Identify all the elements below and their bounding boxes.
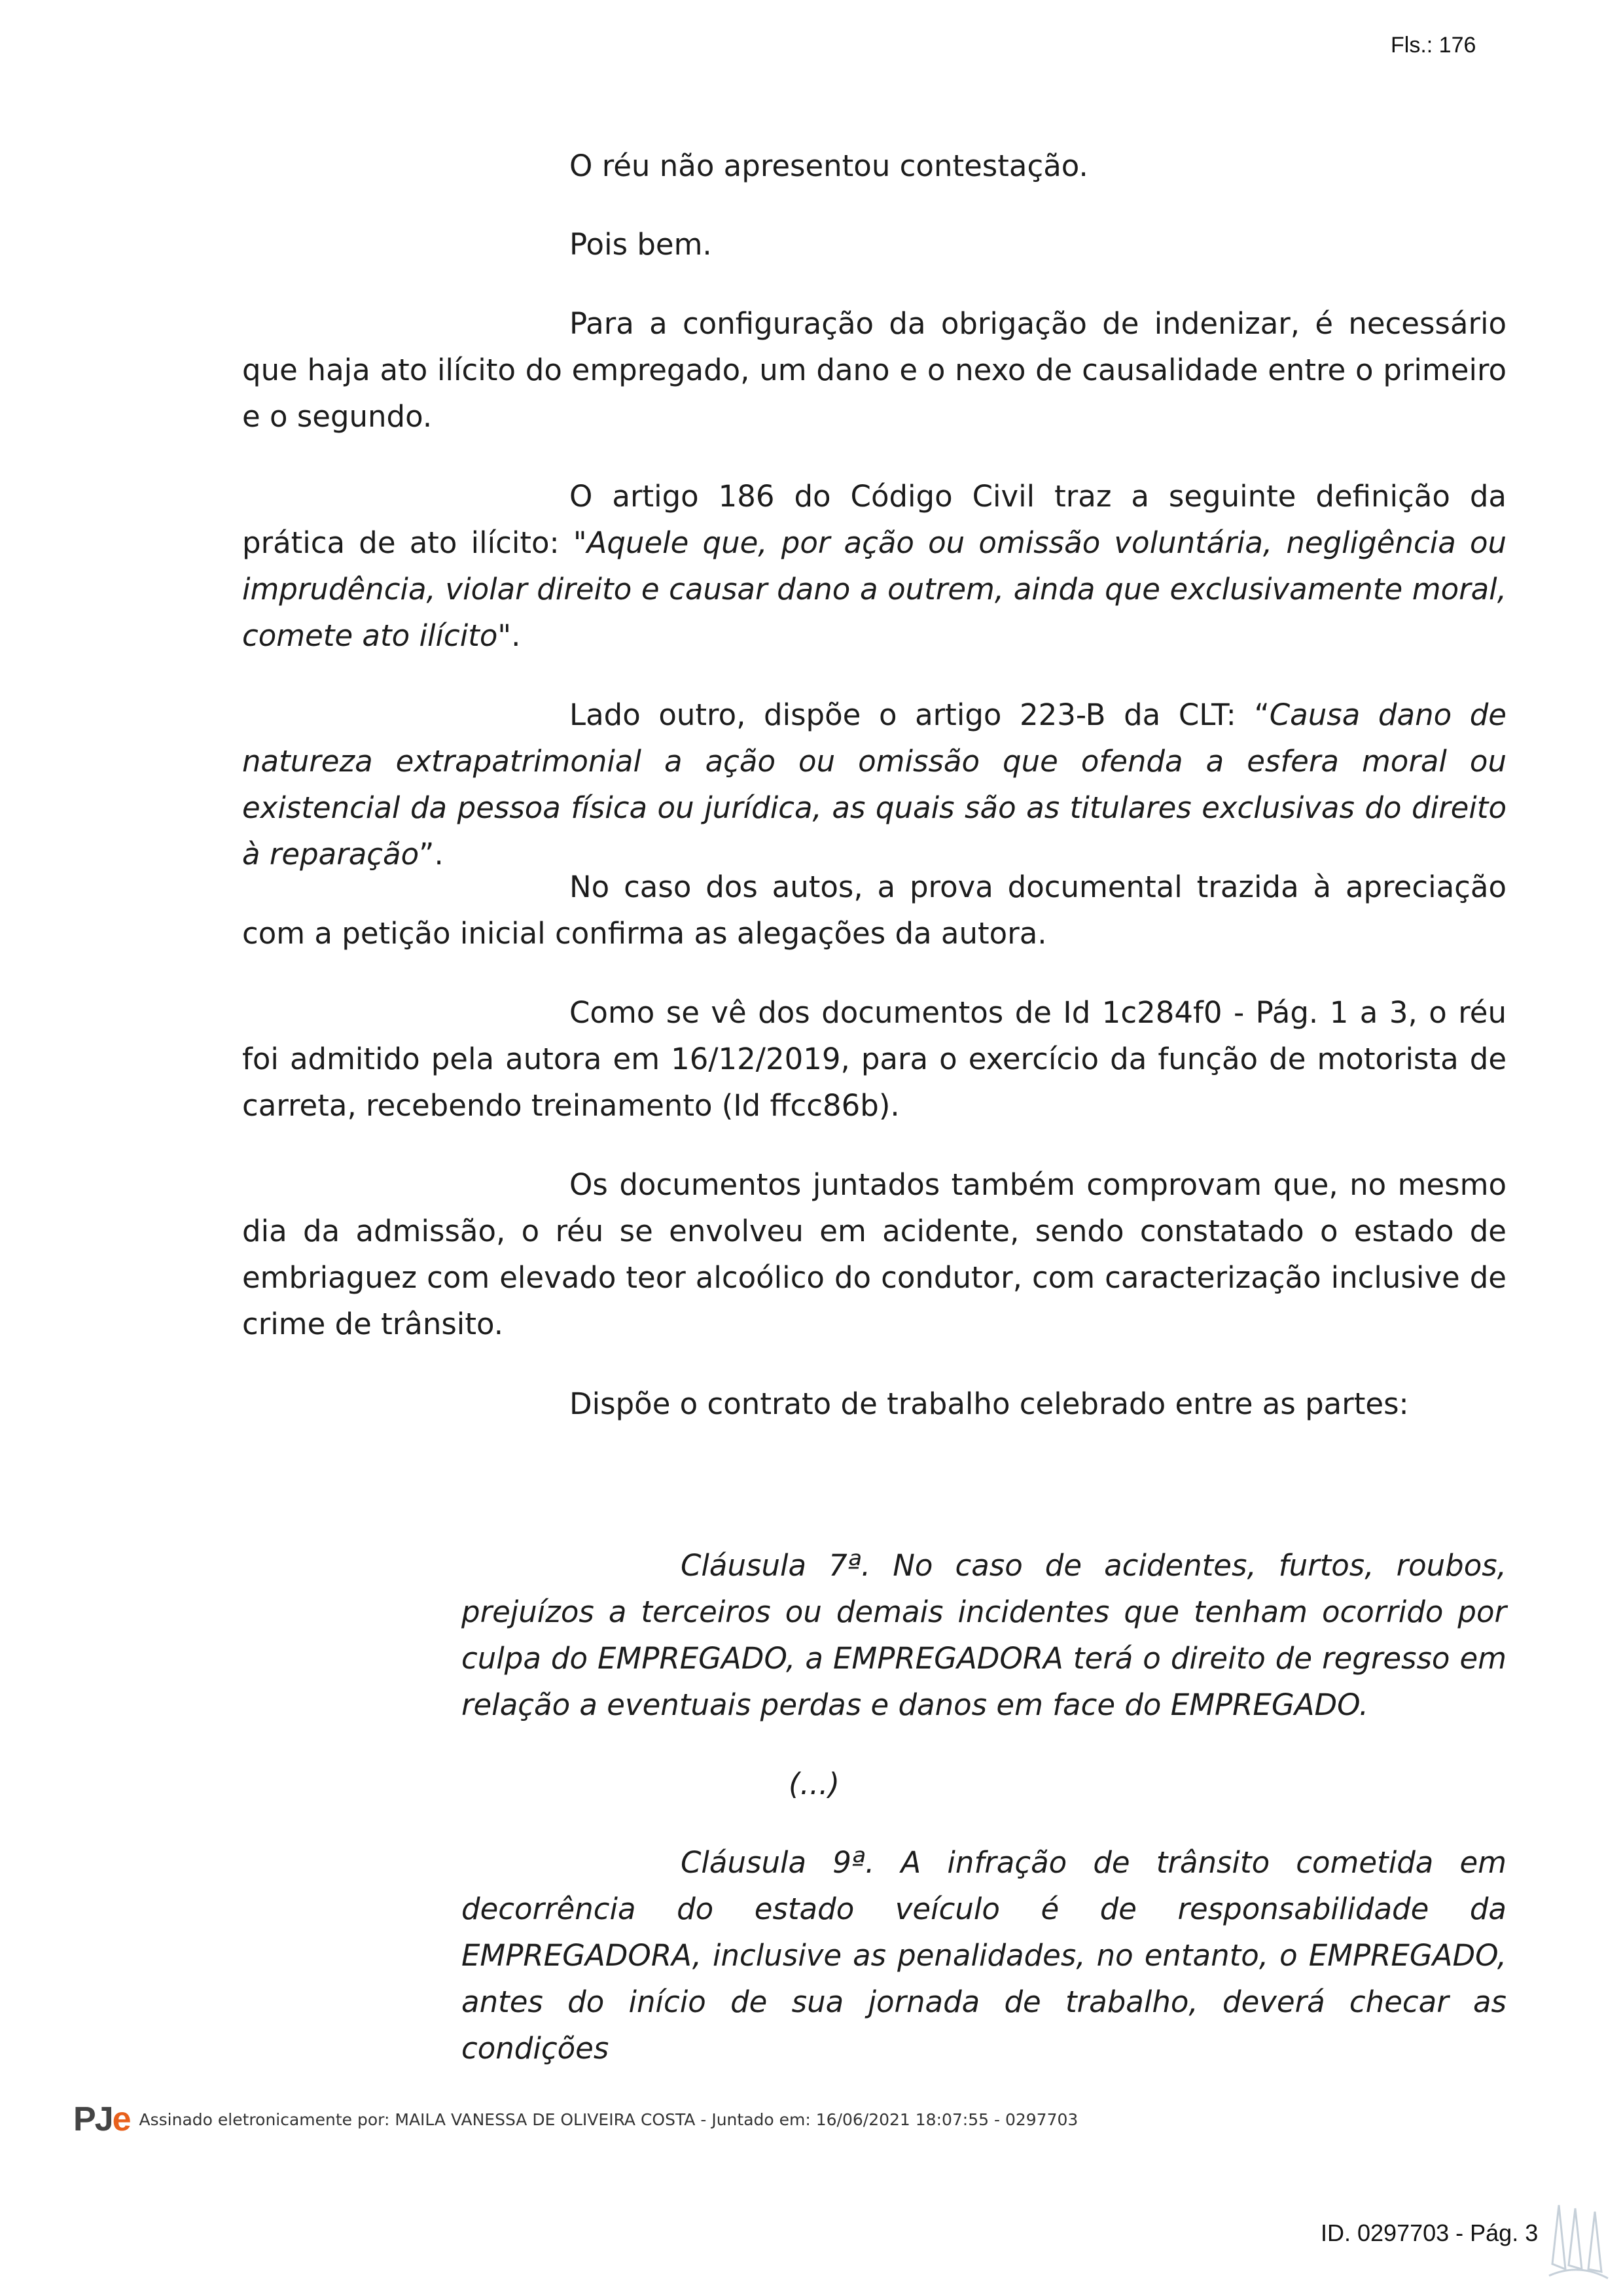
paragraph-5-intro: Lado outro, dispõe o artigo 223-B da CLT: “	[569, 698, 1270, 732]
paragraph-3: Para a configuração da obrigação de indenizar, é necessário que haja ato ilícito do empregado, um dano e o nexo de causalidade entre o primeiro e o segundo.	[242, 306, 1507, 434]
paragraph-7: Como se vê dos documentos de Id 1c284f0 - Pág. 1 a 3, o réu foi admitido pela autora em 16/12/2019, para o exercício da função de motorista de carreta, recebendo treinamento (Id ffcc86b).	[242, 995, 1507, 1123]
paragraph-4-quote: "Aquele que, por ação ou omissão voluntária, negligência ou imprudência, violar direito e causar dano a outrem, ainda que exclusivamente moral, comete ato ilícito"	[242, 525, 1507, 653]
clause-9-quote: Cláusula 9ª. A infração de trânsito cometida em decorrência do estado veículo é de responsabilidade da EMPREGADORA, inclusive as penalidades, no entanto, o EMPREGADO, antes do início de sua jornada de trabalho, deverá checar as condições	[461, 1845, 1507, 2066]
citation-ellipsis: (...)	[789, 1767, 840, 1801]
electronic-signature	[73, 2101, 1078, 2138]
paragraph-4-end: .	[511, 618, 521, 653]
paragraph-5-quote: Causa dano de natureza extrapatrimonial a ação ou omissão que ofenda a esfera moral ou existencial da pessoa física ou jurídica, as quais são as titulares exclusivas do direito à reparação	[242, 698, 1507, 872]
pages-stamp-icon	[1539, 2192, 1618, 2290]
paragraph-6: No caso dos autos, a prova documental trazida à apreciação com a petição inicial confirma as alegações da autora.	[242, 870, 1507, 951]
paragraph-5-end: ”.	[419, 837, 444, 872]
paragraph-4-intro: O artigo 186 do Código Civil traz a seguinte definição da prática de ato ilícito:	[242, 479, 1507, 560]
paragraph-9: Dispõe o contrato de trabalho celebrado entre as partes:	[569, 1386, 1409, 1421]
paragraph-2: Pois bem.	[569, 227, 712, 262]
page-number: Fls.: 176	[1391, 33, 1476, 58]
paragraph-5	[242, 692, 1507, 877]
document-id: ID. 0297703 - Pág. 3	[1321, 2219, 1539, 2246]
paragraph-8: Os documentos juntados também comprovam que, no mesmo dia da admissão, o réu se envolveu em acidente, sendo constatado o estado de embriaguez com elevado teor alcoólico do condutor, com caracterização inclusive de crime de trânsito.	[242, 1167, 1507, 1341]
clause-7-quote: Cláusula 7ª. No caso de acidentes, furtos, roubos, prejuízos a terceiros ou demais incidentes que tenham ocorrido por culpa do EMPREGADO, a EMPREGADORA terá o direito de regresso em relação a eventuais perdas e danos em face do EMPREGADO.	[461, 1548, 1507, 1722]
pje-logo: PJ e	[73, 2100, 130, 2138]
signature-text: Assinado eletronicamente por: MAILA VANESSA DE OLIVEIRA COSTA - Juntado em: 16/06/2021 18:07:55 - 0297703	[139, 2110, 1079, 2129]
paragraph-1: O réu não apresentou contestação.	[569, 149, 1088, 183]
paragraph-4	[242, 473, 1507, 659]
